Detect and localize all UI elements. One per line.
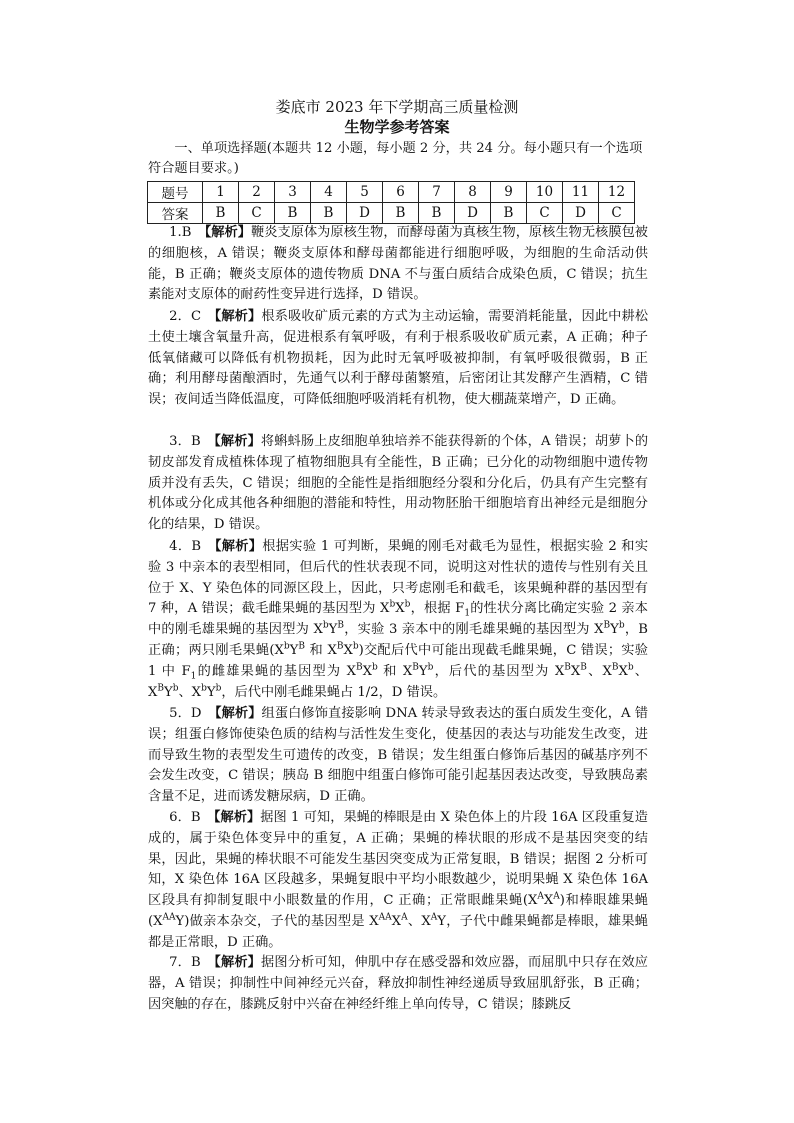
explanation-1: [148, 223, 648, 306]
superscript: B: [336, 641, 344, 652]
explanation-text: 据图 1 可知，果蝇的棒眼是由 X 染色体上的片段 16A 区段重复造成的，属于染色体变异中的重复，A 正确；果蝇的棒状眼的形成不是基因突变的结果，因此，果蝇的棒状眼不可能发生基因突变成为正常复眼，B 错误；据图 2 分析可知，X 染色体 16A 区段越多，果蝇复眼中平均小眼数越少，说明果蝇 X 染色体 16A 区段具有抑制复眼中小眼数量的作用，C 正确；正常眼雌果蝇(X: [148, 810, 648, 909]
explanation-text: 的雌雄果蝇的基因型为 X: [196, 663, 356, 679]
table-cell: 4: [311, 182, 347, 203]
subscript: 1: [464, 609, 471, 620]
document-title: 娄底市 2023 年下学期高三质量检测: [275, 98, 519, 116]
table-cell: 1: [203, 182, 239, 203]
analysis-tag: 【解析】: [214, 706, 262, 721]
superscript: B: [580, 662, 587, 673]
section-heading: 一、单项选择题(本题共 12 小题，每小题 2 分，共 24 分。每小题只有一个选项符合题目要求。): [148, 141, 643, 176]
table-cell: 10: [527, 182, 563, 203]
table-row-label: 答案: [148, 203, 203, 224]
question-number: 1.B: [169, 225, 192, 240]
explanation-text: 根据实验 1 可判断，果蝇的刚毛对截毛为显性，根据实验 2 和实验 3 中亲本的表型相同，但后代的性状表现不同，说明这对性状的遗传与性别有关且位于 X、Y 染色体的同源区段上，因此，只考虑刚毛和截毛，该果蝇种群的基因型有 7 种，A 错误；截毛雌果蝇的基因型为 X: [148, 539, 649, 617]
explanation-text: X: [343, 642, 353, 658]
explanation-text: Y: [206, 684, 216, 700]
analysis-tag: 【解析】: [214, 955, 262, 970]
explanation-text: X: [618, 663, 628, 679]
table-cell: D: [563, 203, 599, 224]
explanation-text: Y: [164, 684, 173, 700]
superscript: b: [215, 683, 222, 694]
explanation-text: 和 X: [304, 642, 337, 658]
explanation-text: Y，子代中雌果蝇都是棒眼，雄果蝇都是正常眼，D 正确。: [148, 913, 648, 950]
question-number: 5．D: [169, 706, 202, 721]
table-cell: 9: [491, 182, 527, 203]
explanation-text: 、X: [407, 913, 431, 929]
explanation-text: X: [391, 913, 402, 929]
superscript: B: [412, 662, 419, 673]
table-cell: 5: [347, 182, 383, 203]
superscript: b: [618, 620, 625, 631]
question-number: 3．B: [169, 434, 201, 449]
explanation-5: [148, 704, 648, 808]
table-cell: 7: [419, 182, 455, 203]
superscript: A: [537, 891, 544, 902]
table-cell: 6: [383, 182, 419, 203]
superscript: B: [356, 662, 363, 673]
explanation-text: Y: [289, 642, 299, 658]
explanation-text: 组蛋白修饰直接影响 DNA 转录导致表达的蛋白质发生变化，A 错误；组蛋白修饰使染色质的结构与活性发生变化，使基因的表达与功能发生改变，进而导致生物的表型发生可遗传的改变，B 错误；发生组蛋白修饰后基因的碱基序列不会发生改变，C 错误；胰岛 B 细胞中组蛋白修饰可能引起基因表达改变，导致胰岛素含量不足，进而诱发糖尿病，D 正确。: [148, 706, 649, 805]
superscript: b: [322, 620, 329, 631]
explanation-text: 的性状分离比确定实验 2 亲本中的刚毛雄果蝇的基因型为 X: [148, 601, 648, 638]
superscript: b: [404, 600, 411, 610]
superscript: b: [427, 662, 434, 673]
explanation-text: X: [395, 601, 405, 617]
table-cell: 2: [239, 182, 275, 203]
superscript: b: [172, 683, 179, 694]
explanation-text: 鞭炎支原体为原核生物，而酵母菌为真核生物，原核生物无核膜包被的细胞核，A 错误；鞭炎支原体和酵母菌都能进行细胞呼吸，为细胞的生命活动供能，B 正确；鞭炎支原体的遗传物质 DNA 不与蛋白质结合成染色质，C 错误；抗生素能对支原体的耐药性变异进行选择，D 错误。: [148, 225, 648, 303]
question-number: 6．B: [169, 810, 201, 825]
table-cell: B: [275, 203, 311, 224]
superscript: b: [389, 600, 396, 610]
table-row: [148, 203, 635, 224]
explanation-4: [148, 537, 648, 703]
explanation-7: [148, 953, 648, 1015]
question-number: 7．B: [169, 955, 201, 970]
table-cell: 11: [563, 182, 599, 203]
superscript: b: [283, 641, 290, 652]
explanation-text: ，根据 F: [410, 601, 465, 617]
superscript: AA: [162, 912, 176, 923]
table-cell: D: [347, 203, 383, 224]
explanation-text: 根系吸收矿质元素的方式为主动运输，需要消耗能量，因此中耕松土使土壤含氧量升高，促进根系有氧呼吸，有利于根系吸收矿质元素，A 正确；种子低氧储藏可以降低有机物损耗，因为此时无氧呼吸被抑制，有氧呼吸很微弱，B 正确；利用酵母菌酿酒时，先通气以利于酵母菌繁殖，后密闭让其发酵产生酒精，C 错误；夜间适当降低温度，可降低细胞呼吸消耗有机物，使大棚蔬菜增产，D 正确。: [148, 309, 649, 408]
analysis-tag: 【解析】: [204, 225, 252, 240]
superscript: B: [337, 620, 345, 631]
question-number: 4．B: [169, 539, 202, 554]
superscript: A: [553, 891, 560, 902]
explanation-text: ，后代中刚毛雌果蝇占 1/2，D 错误。: [221, 684, 447, 700]
table-row-label: 题号: [148, 182, 203, 203]
explanation-text: 、X: [148, 663, 648, 700]
analysis-tag: 【解析】: [213, 810, 261, 825]
explanation-text: 将蝌蚪肠上皮细胞单独培养不能获得新的个体，A 错误；胡萝卜的韧皮部发育成植株体现了植物细胞具有全能性，B 正确；已分化的动物细胞中遗传物质并没有丢失，C 错误；细胞的全能性是指细胞经分裂和分化后，仍具有产生完整有机体或分化成其他各种细胞的潜能和特性，用动物胚胎干细胞培育出神经元是细胞分化的结果，D 错误。: [148, 434, 649, 533]
superscript: B: [564, 662, 571, 673]
document-subtitle: 生物学参考答案: [344, 118, 450, 136]
explanation-text: ，B 正确；两只刚毛果蝇(X: [148, 622, 648, 658]
explanation-text: 、X: [178, 684, 202, 700]
explanation-6: [148, 808, 648, 954]
explanation-text: )交配后代中可能出现截毛雌果蝇，C 错误；实验 1 中 F: [148, 642, 648, 679]
table-cell: B: [203, 203, 239, 224]
table-row: [148, 182, 635, 203]
superscript: B: [611, 662, 619, 673]
subscript: 1: [190, 671, 197, 682]
superscript: A: [401, 912, 408, 923]
explanation-text: X: [362, 663, 373, 679]
table-cell: C: [239, 203, 275, 224]
table-cell: 3: [275, 182, 311, 203]
analysis-tag: 【解析】: [214, 309, 262, 324]
explanation-2: [148, 307, 648, 411]
table-cell: D: [455, 203, 491, 224]
superscript: AA: [378, 912, 392, 923]
analysis-tag: 【解析】: [214, 434, 261, 449]
superscript: B: [603, 620, 611, 631]
superscript: B: [298, 641, 305, 652]
table-cell: B: [419, 203, 455, 224]
explanation-text: 和 X: [377, 663, 413, 679]
explanation-text: )和棒眼雄果蝇(X: [148, 893, 648, 929]
explanation-text: 、X: [586, 663, 612, 679]
table-cell: 12: [599, 182, 635, 203]
explanation-text: X: [570, 663, 581, 679]
superscript: b: [627, 662, 634, 673]
superscript: b: [352, 641, 359, 652]
explanation-text: Y: [328, 622, 338, 638]
explanation-text: ，实验 3 亲本中的刚毛雄果蝇的基因型为 X: [344, 622, 604, 638]
explanation-text: Y: [610, 622, 619, 638]
explanation-text: Y: [418, 663, 428, 679]
explanation-text: Y)做亲本杂交，子代的基因型是 X: [175, 913, 379, 929]
analysis-tag: 【解析】: [214, 539, 263, 554]
superscript: b: [201, 683, 207, 694]
table-cell: B: [383, 203, 419, 224]
table-cell: B: [491, 203, 527, 224]
table-cell: 8: [455, 182, 491, 203]
superscript: B: [157, 683, 165, 694]
table-cell: C: [599, 203, 635, 224]
explanation-3: [148, 432, 648, 536]
question-number: 2．C: [169, 309, 202, 324]
explanation-text: 据图分析可知，伸肌中存在感受器和效应器，而屈肌中只存在效应器，A 错误；抑制性中间神经元兴奋，释放抑制性神经递质导致屈肌舒张，B 正确；因突触的存在，膝跳反射中兴奋在神经纤维上单向传导，C 错误；膝跳反: [148, 955, 648, 1012]
explanation-text: ，后代的基因型为 X: [433, 663, 565, 679]
answer-table: [147, 181, 635, 224]
table-cell: C: [527, 203, 563, 224]
superscript: A: [430, 912, 438, 923]
table-cell: B: [311, 203, 347, 224]
explanation-text: X: [543, 893, 554, 909]
superscript: b: [372, 662, 378, 673]
